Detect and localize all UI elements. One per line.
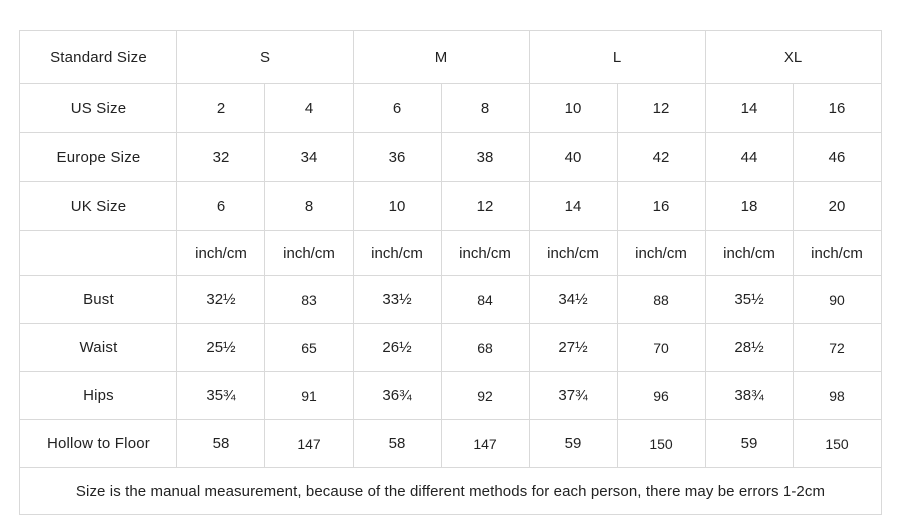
table-row-us-size [20, 84, 881, 133]
us-size-value: 10 [529, 84, 617, 133]
table-row-bust [20, 276, 881, 324]
bust-inch-value: 34½ [529, 276, 617, 324]
row-label-uk-size: UK Size [20, 182, 177, 231]
bust-inch-value: 35½ [705, 276, 793, 324]
uk-size-value: 8 [265, 182, 353, 231]
waist-inch-value: 25½ [177, 324, 265, 372]
waist-inch-value: 27½ [529, 324, 617, 372]
measurement-note: Size is the manual measurement, because of the different methods for each person, there may be errors 1-2cm [20, 468, 881, 515]
row-label-hips: Hips [20, 372, 177, 420]
row-label-hollow-to-floor: Hollow to Floor [20, 420, 177, 468]
hips-cm-value: 98 [793, 372, 881, 420]
units-label: inch/cm [529, 231, 617, 276]
group-size-m: M [353, 31, 529, 84]
size-chart-table [19, 30, 881, 515]
waist-inch-value: 26½ [353, 324, 441, 372]
row-label-units-blank [20, 231, 177, 276]
table-row-units [20, 231, 881, 276]
units-label: inch/cm [353, 231, 441, 276]
hollow-inch-value: 59 [705, 420, 793, 468]
waist-cm-value: 72 [793, 324, 881, 372]
bust-inch-value: 33½ [353, 276, 441, 324]
row-label-bust: Bust [20, 276, 177, 324]
uk-size-value: 16 [617, 182, 705, 231]
uk-size-value: 6 [177, 182, 265, 231]
us-size-value: 14 [705, 84, 793, 133]
europe-size-value: 36 [353, 133, 441, 182]
bust-cm-value: 83 [265, 276, 353, 324]
hollow-cm-value: 147 [441, 420, 529, 468]
hips-inch-value: 35¾ [177, 372, 265, 420]
table-row-waist [20, 324, 881, 372]
europe-size-value: 32 [177, 133, 265, 182]
row-label-europe-size: Europe Size [20, 133, 177, 182]
europe-size-value: 34 [265, 133, 353, 182]
europe-size-value: 38 [441, 133, 529, 182]
europe-size-value: 44 [705, 133, 793, 182]
uk-size-value: 12 [441, 182, 529, 231]
units-label: inch/cm [177, 231, 265, 276]
europe-size-value: 46 [793, 133, 881, 182]
table-row-uk-size [20, 182, 881, 231]
group-size-xl: XL [705, 31, 881, 84]
uk-size-value: 14 [529, 182, 617, 231]
waist-cm-value: 70 [617, 324, 705, 372]
hollow-inch-value: 58 [353, 420, 441, 468]
europe-size-value: 40 [529, 133, 617, 182]
uk-size-value: 18 [705, 182, 793, 231]
us-size-value: 16 [793, 84, 881, 133]
us-size-value: 4 [265, 84, 353, 133]
group-size-s: S [177, 31, 353, 84]
hollow-cm-value: 150 [793, 420, 881, 468]
table-row-standard-size [20, 31, 881, 84]
bust-cm-value: 84 [441, 276, 529, 324]
hips-inch-value: 38¾ [705, 372, 793, 420]
uk-size-value: 20 [793, 182, 881, 231]
table-row-hollow-to-floor [20, 420, 881, 468]
waist-inch-value: 28½ [705, 324, 793, 372]
us-size-value: 8 [441, 84, 529, 133]
hips-cm-value: 92 [441, 372, 529, 420]
hollow-inch-value: 59 [529, 420, 617, 468]
units-label: inch/cm [793, 231, 881, 276]
units-label: inch/cm [441, 231, 529, 276]
hips-cm-value: 91 [265, 372, 353, 420]
hips-cm-value: 96 [617, 372, 705, 420]
uk-size-value: 10 [353, 182, 441, 231]
hollow-cm-value: 150 [617, 420, 705, 468]
bust-cm-value: 90 [793, 276, 881, 324]
row-label-waist: Waist [20, 324, 177, 372]
bust-cm-value: 88 [617, 276, 705, 324]
bust-inch-value: 32½ [177, 276, 265, 324]
group-size-l: L [529, 31, 705, 84]
units-label: inch/cm [617, 231, 705, 276]
table-row-note [20, 468, 881, 515]
units-label: inch/cm [265, 231, 353, 276]
us-size-value: 2 [177, 84, 265, 133]
hips-inch-value: 36¾ [353, 372, 441, 420]
waist-cm-value: 65 [265, 324, 353, 372]
waist-cm-value: 68 [441, 324, 529, 372]
hollow-inch-value: 58 [177, 420, 265, 468]
table-row-hips [20, 372, 881, 420]
row-label-standard-size: Standard Size [20, 31, 177, 84]
europe-size-value: 42 [617, 133, 705, 182]
row-label-us-size: US Size [20, 84, 177, 133]
table-row-europe-size [20, 133, 881, 182]
us-size-value: 12 [617, 84, 705, 133]
us-size-value: 6 [353, 84, 441, 133]
hollow-cm-value: 147 [265, 420, 353, 468]
hips-inch-value: 37¾ [529, 372, 617, 420]
units-label: inch/cm [705, 231, 793, 276]
